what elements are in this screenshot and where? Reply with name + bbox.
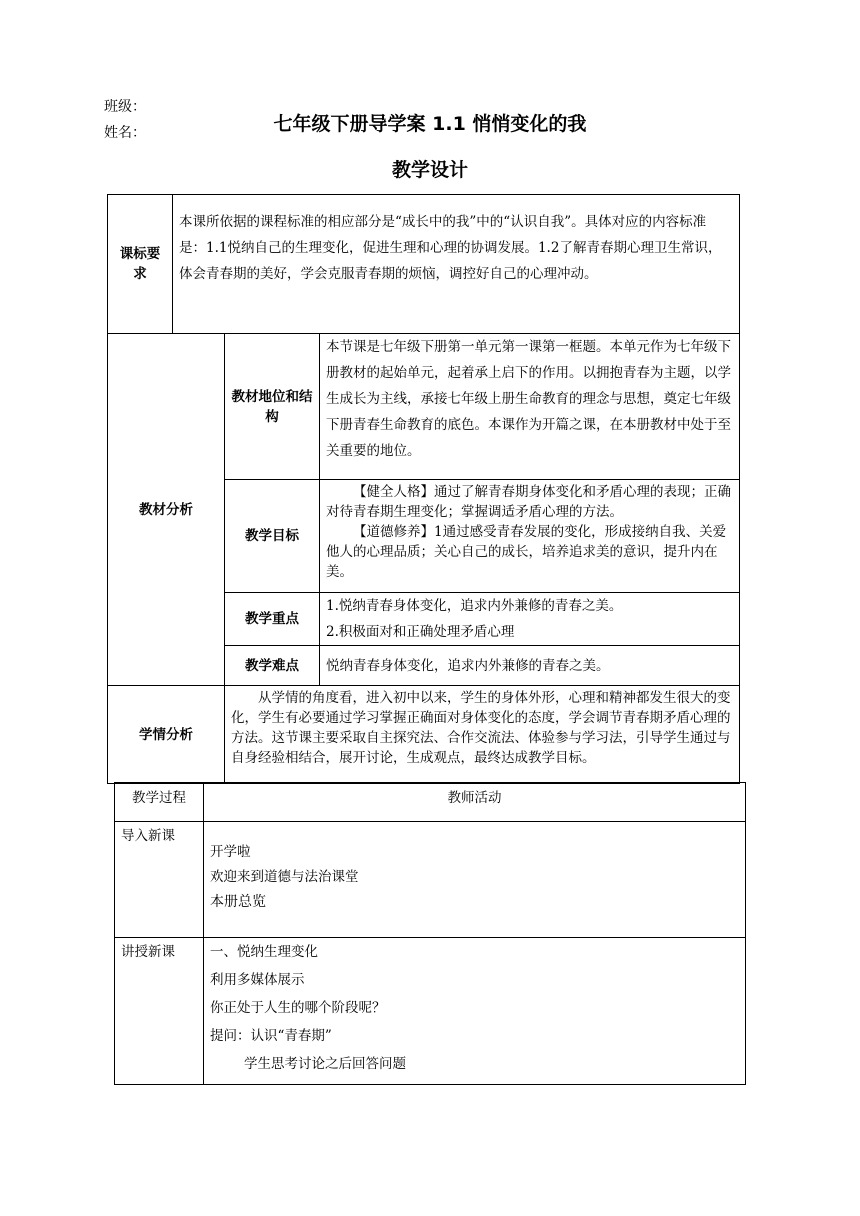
intro-label: 导入新课 [115,822,204,938]
teacher-activity-header: 教师活动 [204,783,746,822]
standard-label: 课标要求 [108,195,173,334]
name-label: 姓名： [104,125,146,141]
lecture-line: 提问：认识“青春期” [210,1028,332,1044]
page-title: 七年级下册导学案 1.1 悄悄变化的我 [273,113,587,135]
lecture-cell [204,938,746,1085]
difficulties-label: 教学难点 [225,646,320,686]
position-row [108,334,740,480]
students-row [108,686,740,784]
students-label: 学情分析 [108,686,225,784]
lecture-line: 你正处于人生的哪个阶段呢？ [210,1000,386,1016]
process-col-header: 教学过程 [115,783,204,822]
key-point-item: 1.悦纳青春身体变化，追求内外兼修的青春之美。 [326,598,623,614]
key-point-item: 2.积极面对和正确处理矛盾心理 [326,624,515,640]
analysis-label: 教材分析 [108,334,225,686]
position-text: 本节课是七年级下册第一单元第一课第一框题。本单元作为七年级下册教材的起始单元，起着承上启下的作用。以拥抱青春为主题，以学生成长为主线，承接七年级上册生命教育的理念与思想，奠定七年级下册青春生命教育的底色。本课作为开篇之课，在本册教材中处于至关重要的地位。 [320,334,740,480]
intro-line: 欢迎来到道德与法治课堂 [210,869,359,885]
intro-row [115,822,746,938]
class-label: 班级： [104,99,146,115]
difficulties-text: 悦纳青春身体变化，追求内外兼修的青春之美。 [320,646,740,686]
goal-item: 【道德修养】1通过感受青春发展的变化，形成接纳自我、关爱他人的心理品质；关心自己的成长，培养追求美的意识，提升内在美。 [326,524,727,580]
intro-line: 本册总览 [210,894,266,910]
key-points-cell [320,593,740,646]
page-subtitle: 教学设计 [391,159,468,181]
lecture-label: 讲授新课 [115,938,204,1085]
goal-item: 【健全人格】通过了解青春期身体变化和矛盾心理的表现；正确对待青春期生理变化；掌握调适矛盾心理的方法。 [326,484,731,520]
intro-cell [204,822,746,938]
lecture-row [115,938,746,1085]
lecture-line: 一、悦纳生理变化 [210,944,318,960]
intro-line: 开学啦 [210,844,251,860]
lecture-line: 利用多媒体展示 [210,972,305,988]
design-table [107,194,740,784]
key-points-label: 教学重点 [225,593,320,646]
standard-text: 本课所依据的课程标准的相应部分是“成长中的我”中的“认识自我”。具体对应的内容标准是：1.1悦纳自己的生理变化，促进生理和心理的协调发展。1.2了解青春期心理卫生常识，体会青春期的美好，学会克服青春期的烦恼，调控好自己的心理冲动。 [173,195,740,334]
students-text: 从学情的角度看，进入初中以来，学生的身体外形，心理和精神都发生很大的变化，学生有必要通过学习掌握正确面对身体变化的态度，学会调节青春期矛盾心理的方法。这节课主要采取自主探究法、合作交流法、体验参与学习法，引导学生通过与自身经验相结合，展开讨论，生成观点，最终达成教学目标。 [225,686,740,784]
process-header-row [115,783,746,822]
standard-row [108,195,740,334]
position-label: 教材地位和结构 [225,334,320,480]
goals-label: 教学目标 [225,480,320,593]
process-table [114,782,746,1085]
goals-cell [320,480,740,593]
lecture-line: 学生思考讨论之后回答问题 [244,1056,406,1072]
